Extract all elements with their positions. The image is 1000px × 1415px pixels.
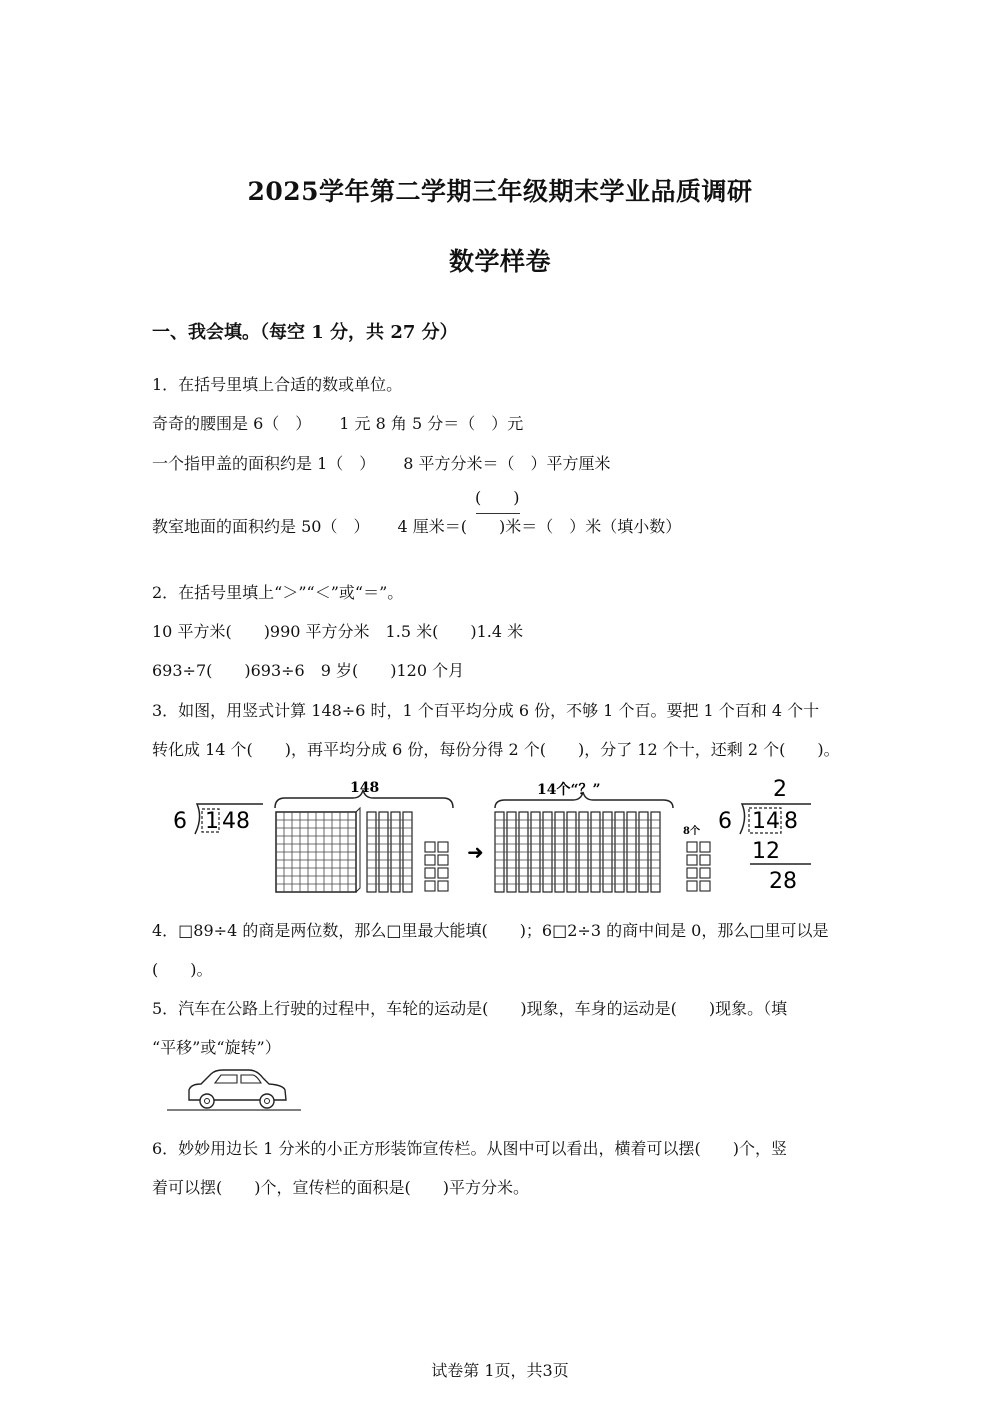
q3-line-1: 3．如图，用竖式计算 148÷6 时，1 个百平均分成 6 份，不够 1 个百。要把 1 个百和 4 个十 bbox=[152, 701, 820, 720]
right-quotient: 2 bbox=[773, 777, 787, 802]
right-divisor: 6 bbox=[718, 809, 732, 834]
q1-row-3-b-pre: 4 厘米＝ bbox=[397, 517, 461, 536]
left-divisor: 6 bbox=[173, 809, 187, 834]
q3-division-figure bbox=[165, 772, 825, 902]
fraction-denominator: ( ) bbox=[460, 517, 506, 536]
q1-stem: 1．在括号里填上合适的数或单位。 bbox=[152, 375, 403, 394]
ones-cubes-8-right bbox=[687, 842, 710, 891]
fraction-numerator: ( ) bbox=[475, 488, 520, 507]
label-148: 148 bbox=[350, 780, 380, 796]
q4-line-1: 4．□89÷4 的商是两位数，那么□里最大能填( )；6□2÷3 的商中间是 0，那么□里可以是 bbox=[152, 921, 829, 940]
tens-rods-14 bbox=[495, 812, 660, 892]
ones-cubes-8 bbox=[425, 842, 448, 891]
q1-row-3 bbox=[152, 514, 681, 537]
car-illustration bbox=[165, 1066, 305, 1114]
q6-line-2: 着可以摆( )个，宣传栏的面积是( )平方分米。 bbox=[152, 1178, 529, 1197]
q1-row-1-b: 1 元 8 角 5 分＝（ ）元 bbox=[339, 414, 524, 433]
right-dividend-rest: 8 bbox=[784, 809, 798, 834]
q5-line-2: “平移”或“旋转”） bbox=[152, 1038, 281, 1057]
label-8: 8个 bbox=[683, 826, 700, 837]
brace-14 bbox=[495, 792, 673, 808]
q1-row-1 bbox=[152, 411, 523, 434]
q1-row-2 bbox=[152, 451, 611, 474]
exam-title: 2025学年第二学期三年级期末学业品质调研 bbox=[247, 177, 753, 206]
hundred-block bbox=[276, 808, 360, 892]
q1-row-1-a: 奇奇的腰围是 6（ ） bbox=[152, 414, 312, 433]
q5-line-1: 5．汽车在公路上行驶的过程中，车轮的运动是( )现象，车身的运动是( )现象。（填 bbox=[152, 999, 788, 1018]
q3-line-2: 转化成 14 个( )，再平均分成 6 份，每份分得 2 个( )，分了 12 个十，还剩 2 个( )。 bbox=[152, 740, 840, 759]
q1-row-3-b-post: 米＝（ ）米（填小数） bbox=[505, 517, 682, 536]
right-dividend-boxed: 14 bbox=[752, 809, 780, 834]
brace-148 bbox=[275, 790, 453, 808]
right-remainder: 28 bbox=[769, 869, 797, 894]
q2-row-2: 693÷7( )693÷6 9 岁( )120 个月 bbox=[152, 661, 465, 680]
q2-row-1: 10 平方米( )990 平方分米 1.5 米( )1.4 米 bbox=[152, 622, 524, 641]
exam-subtitle: 数学样卷 bbox=[448, 247, 551, 276]
q1-row-2-a: 一个指甲盖的面积约是 1（ ） bbox=[152, 454, 376, 473]
arrow-icon: ➜ bbox=[467, 840, 484, 864]
q6-line-1: 6．妙妙用边长 1 分米的小正方形装饰宣传栏。从图中可以看出，横着可以摆( )个，竖 bbox=[152, 1139, 788, 1158]
left-dividend-rest: 48 bbox=[222, 809, 250, 834]
right-subtrahend: 12 bbox=[752, 839, 780, 864]
left-dividend-boxed: 1 bbox=[205, 809, 219, 834]
q1-row-2-b: 8 平方分米＝（ ）平方厘米 bbox=[403, 454, 611, 473]
tens-rods-4 bbox=[367, 812, 412, 892]
section-1-heading: 一、我会填。（每空 1 分，共 27 分） bbox=[152, 322, 458, 343]
label-14: 14个“？” bbox=[537, 782, 601, 798]
q1-row-3-a: 教室地面的面积约是 50（ ） bbox=[152, 517, 370, 536]
q2-stem: 2．在括号里填上“＞”“＜”或“＝”。 bbox=[152, 583, 404, 602]
q4-line-2: ( )。 bbox=[152, 960, 213, 979]
page-footer: 试卷第 1页，共3页 bbox=[431, 1361, 569, 1380]
